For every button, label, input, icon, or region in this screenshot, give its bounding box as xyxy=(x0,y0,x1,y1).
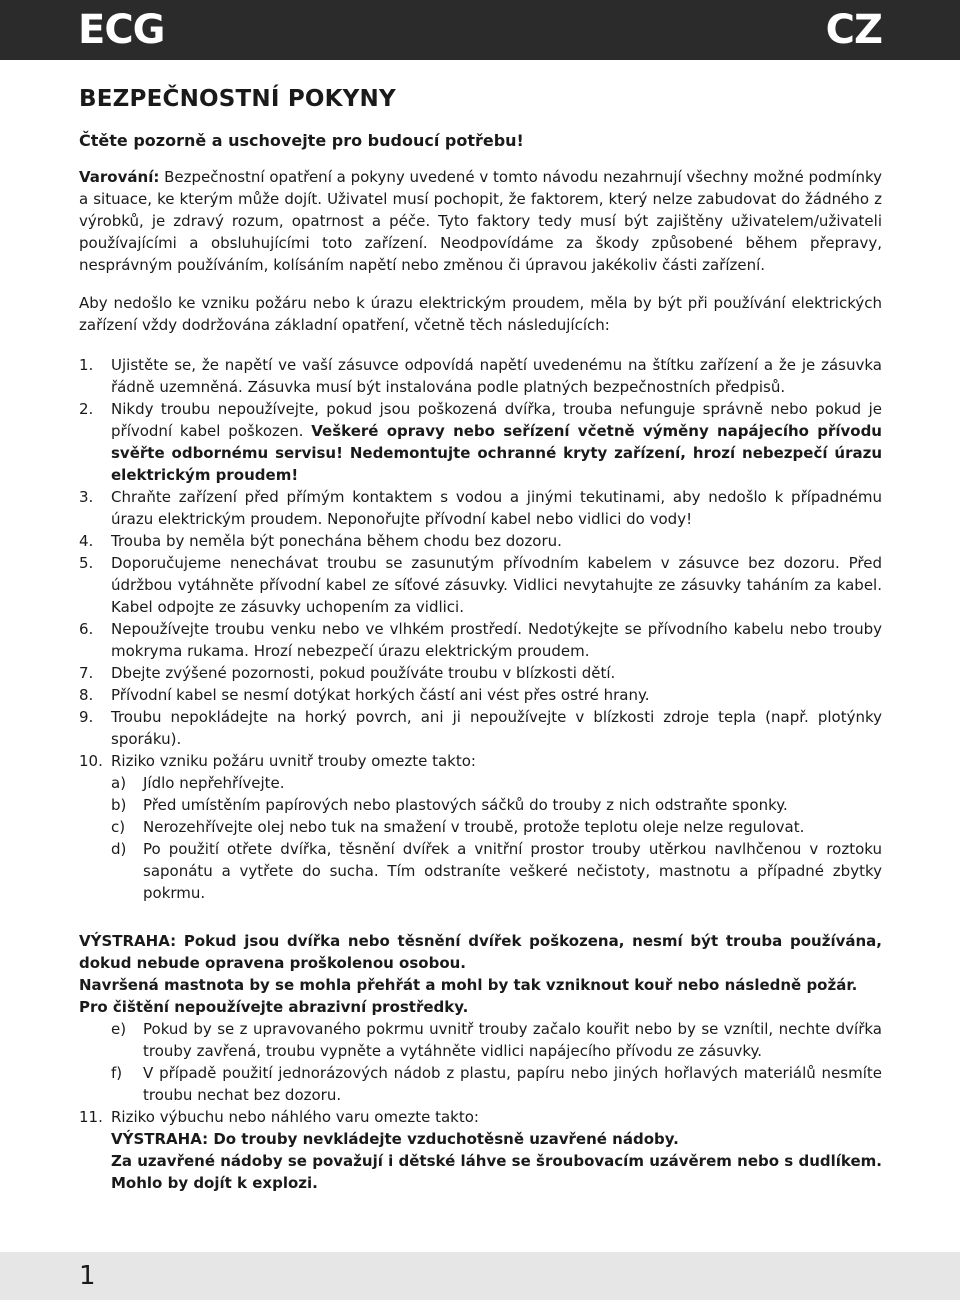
sub-list xyxy=(111,772,882,904)
item-number: 9. xyxy=(79,708,94,726)
warning-line: Navršená mastnota by se mohla přehřát a mohl by tak vzniknout kouř nebo následně požár. xyxy=(79,976,858,994)
page-header xyxy=(0,0,960,60)
sub-text: Pokud by se z upravovaného pokrmu uvnitř trouby začalo kouřit nebo by se vznítil, nechte dvířka trouby zavřená, troubu vypněte a vytáhněte vidlici napájecího přívodu ze zásuvky. xyxy=(143,1020,882,1060)
list-item xyxy=(79,706,882,750)
list-item xyxy=(79,354,882,398)
item-text: Nikdy troubu nepoužívejte, pokud jsou poškozená dvířka, trouba nefunguje správně nebo pokud je přívodní kabel poškozen. xyxy=(111,400,882,440)
page-number: 1 xyxy=(79,1261,96,1291)
item-number: 1. xyxy=(79,356,94,374)
item-text: Nepoužívejte troubu venku nebo ve vlhkém prostředí. Nedotýkejte se přívodního kabelu nebo trouby mokryma rukama. Hrozí nebezpečí úrazu elektrickým proudem. xyxy=(111,620,882,660)
brand-logo: ECG xyxy=(78,7,165,53)
item-number: 4. xyxy=(79,532,94,550)
item-bold-text: Za uzavřené nádoby se považují i dětské láhve se šroubovacím uzávěrem nebo s dudlíkem. Mohlo by dojít k explozi. xyxy=(111,1152,882,1192)
list-item xyxy=(79,750,882,904)
item-warning-text: VÝSTRAHA: Do trouby nevkládejte vzduchotěsně uzavřené nádoby. xyxy=(111,1130,679,1148)
warning-label: Varování: xyxy=(79,168,160,186)
item-text: Troubu nepokládejte na horký povrch, ani ji nepoužívejte v blízkosti zdroje tepla (např. plotýnky sporáku). xyxy=(111,708,882,748)
sub-letter: a) xyxy=(111,774,127,792)
sub-text: V případě použití jednorázových nádob z plastu, papíru nebo jiných hořlavých materiálů nesmíte troubu nechat bez dozoru. xyxy=(143,1064,882,1104)
safety-list xyxy=(79,354,882,904)
item-text: Riziko vzniku požáru uvnitř trouby omezte takto: xyxy=(111,752,476,770)
sub-letter: b) xyxy=(111,796,127,814)
sub-text: Po použití otřete dvířka, těsnění dvířek a vnitřní prostor trouby utěrkou navlhčenou v roztoku saponátu a vytřete do sucha. Tím odstraníte veškeré nečistoty, mastnotu a případné zbytky pokrmu. xyxy=(143,840,882,902)
warning-line: VÝSTRAHA: Pokud jsou dvířka nebo těsnění dvířek poškozena, nesmí být trouba používána, dokud nebude opravena proškolenou osobou. xyxy=(79,932,882,972)
item-number: 11. xyxy=(79,1108,103,1126)
warning-paragraph xyxy=(79,166,882,276)
item-warning xyxy=(111,1128,882,1150)
sub-item xyxy=(111,838,882,904)
page-subtitle: Čtěte pozorně a uschovejte pro budoucí potřebu! xyxy=(79,131,524,150)
sub-text: Nerozehřívejte olej nebo tuk na smažení v troubě, protože teplotu oleje nelze regulovat. xyxy=(143,818,805,836)
warning-block xyxy=(79,930,882,1018)
item-text: Riziko výbuchu nebo náhlého varu omezte takto: xyxy=(111,1108,479,1126)
list-item xyxy=(79,662,882,684)
item-number: 10. xyxy=(79,752,103,770)
sub-item xyxy=(111,794,882,816)
sub-list-continued xyxy=(111,1018,882,1106)
sub-letter: c) xyxy=(111,818,126,836)
list-item xyxy=(79,530,882,552)
list-item xyxy=(79,552,882,618)
language-code: CZ xyxy=(825,7,882,53)
item-number: 3. xyxy=(79,488,94,506)
item-bold-note xyxy=(111,1150,882,1194)
list-item xyxy=(79,618,882,662)
intro-paragraph: Aby nedošlo ke vzniku požáru nebo k úrazu elektrickým proudem, měla by být při používání elektrických zařízení vždy dodržována základní opatření, včetně těch následujících: xyxy=(79,294,882,334)
page-footer xyxy=(0,1252,960,1300)
item-text: Doporučujeme nenechávat troubu se zasunutým přívodním kabelem v zásuvce bez dozoru. Před údržbou vytáhněte přívodní kabel ze síťové zásuvky. Vidlici nevytahujte ze zásuvky taháním za kabel. Kabel odpojte ze zásuvky uchopením za vidlici. xyxy=(111,554,882,616)
safety-list-continued xyxy=(79,1106,882,1194)
document-body xyxy=(79,84,882,1194)
page-title: BEZPEČNOSTNÍ POKYNY xyxy=(79,86,396,112)
item-number: 5. xyxy=(79,554,94,572)
item-number: 7. xyxy=(79,664,94,682)
item-number: 2. xyxy=(79,400,94,418)
sub-text: Před umístěním papírových nebo plastových sáčků do trouby z nich odstraňte sponky. xyxy=(143,796,788,814)
warning-line: Pro čištění nepoužívejte abrazivní prostředky. xyxy=(79,998,469,1016)
sub-item xyxy=(111,1062,882,1106)
list-item xyxy=(79,1106,882,1194)
list-item xyxy=(79,684,882,706)
list-item xyxy=(79,398,882,486)
item-text: Dbejte zvýšené pozornosti, pokud používáte troubu v blízkosti dětí. xyxy=(111,664,616,682)
warning-text: Bezpečnostní opatření a pokyny uvedené v tomto návodu nezahrnují všechny možné podmínky a situace, ke kterým může dojít. Uživatel musí pochopit, že faktorem, který nelze zabudovat do žádného z výrobků, je zdravý rozum, opatrnost a péče. Tyto faktory tedy musí být zajištěny uživatelem/uživateli používajícími a obsluhujícími toto zařízení. Neodpovídáme za škody způsobené během přepravy, nesprávným používáním, kolísáním napětí nebo změnou či úpravou jakékoliv části zařízení. xyxy=(79,168,882,274)
sub-letter: f) xyxy=(111,1064,123,1082)
item-number: 6. xyxy=(79,620,94,638)
item-text: Chraňte zařízení před přímým kontaktem s vodou a jinými tekutinami, aby nedošlo k případnému úrazu elektrickým proudem. Neponořujte přívodní kabel nebo vidlici do vody! xyxy=(111,488,882,528)
sub-item xyxy=(111,816,882,838)
item-number: 8. xyxy=(79,686,94,704)
sub-item xyxy=(111,1018,882,1062)
item-text: Přívodní kabel se nesmí dotýkat horkých částí ani vést přes ostré hrany. xyxy=(111,686,650,704)
item-bold-text: Veškeré opravy nebo seřízení včetně výměny napájecího přívodu svěřte odbornému servisu! Nedemontujte ochranné kryty zařízení, hrozí nebezpečí úrazu elektrickým proudem! xyxy=(111,422,882,484)
sub-letter: d) xyxy=(111,840,127,858)
item-text: Trouba by neměla být ponechána během chodu bez dozoru. xyxy=(111,532,562,550)
item-text: Ujistěte se, že napětí ve vaší zásuvce odpovídá napětí uvedenému na štítku zařízení a že je zásuvka řádně uzemněná. Zásuvka musí být instalována podle platných bezpečnostních předpisů. xyxy=(111,356,882,396)
list-item xyxy=(79,486,882,530)
sub-item xyxy=(111,772,882,794)
sub-letter: e) xyxy=(111,1020,127,1038)
sub-text: Jídlo nepřehřívejte. xyxy=(143,774,285,792)
